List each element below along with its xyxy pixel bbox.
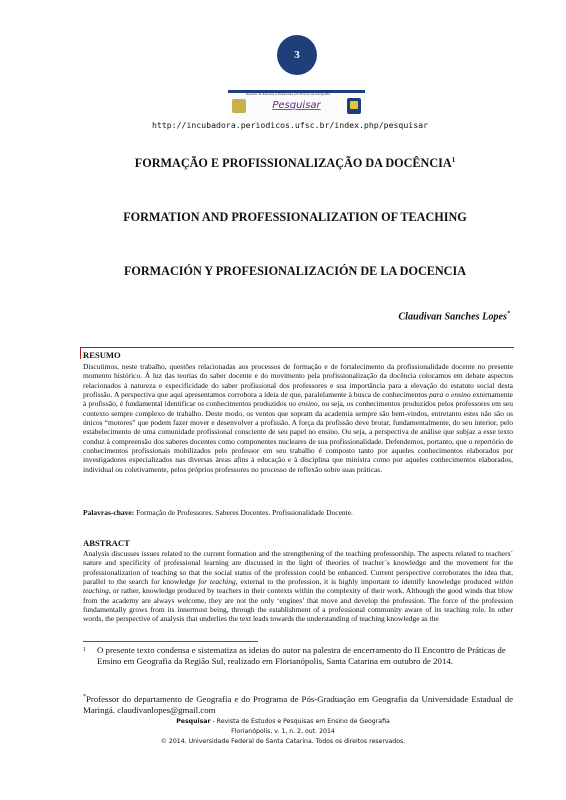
resumo-text-part: externamente à profissão, é fundamental identificar os conhecimentos produzidos [83,390,514,409]
title-footnote-mark[interactable]: 1 [451,156,456,164]
keywords [83,508,513,517]
abstract-text-part: , external to the profession, it is highly important to identify knowledge produced [235,577,495,587]
journal-logo [228,90,365,119]
abstract-heading: ABSTRACT [83,538,130,548]
journal-url[interactable]: http://incubadora.periodicos.ufsc.br/index.php/pesquisar [151,120,429,130]
footnote-author-mark: * [83,694,86,700]
title-portuguese-text: FORMAÇÃO E PROFISSIONALIZAÇÃO DA DOCÊNCIA [134,156,452,171]
page-number-badge [277,35,317,75]
resumo-italic: no ensino [288,399,318,409]
footer-journal-desc: - Revista de Estudos e Pesquisas em Ensino de Geografia [210,718,390,725]
author-footnote-mark[interactable]: * [507,311,510,317]
logo-tagline: Revista de Estudos e Pesquisas em Ensino de Geografia [246,92,330,96]
abstract-italic: for teaching [198,577,236,587]
resumo-text-part: , ou seja, os conhecimentos produzidos pelos professores em seu contexto sempre complexo de trabalho. Deste modo, os ventos que sopram da academia sempre são bem-vindos, entretanto estes não são os únicos “motores” que podem fazer mover e desenvolver a profissão. A força da profissão deve brotar, fundamentalmente, do seu interior, pelo estabelecimento de uma comunidade profissional consciente de seu papel no ensino. Ou seja, a perspectiva de análise que subjaz a esse texto conduz à compreensão dos saberes docentes como componentes nucleares de sua profissionalidade. Defendemos, portanto, que o repertório de conhecimentos profissionais mobilizados pelo professor em seu trabalho é composto tanto por aqueles conhecimentos elaborados por investigadores especializados nas diversas áreas afins à educação e à disciplina que ministra como por aqueles conhecimentos elaborados, individual ou coletivamente, pelos próprios professores no processo de reflexão sobre suas práticas. [83,399,513,474]
resumo-side-rule [80,347,81,359]
author-name: Claudivan Sanches Lopes [398,311,507,323]
resumo-text [83,362,513,474]
resumo-text-part: Discutimos, neste trabalho, questões relacionadas aos processos de formação e de fortalecimento da profissionalidade docente no presente momento histórico. À luz das teorias do saber docente e do movimento pela profissionalização da docência colocamos em debate aspectos relacionados à natureza e especificidade do saber profissional dos professores e sua importância para a elevação do estatuto social desta profissão. A perspectiva que aqui apresentamos corrobora a ideia de que, paralelamente à busca de conhecimentos [83,362,513,400]
abstract-italic: within teaching [83,577,513,596]
abstract-text-part: , or rather, knowledge produced by teachers in their contexts within the complexity of their work. Although the good winds that blow from the academy are always welcome, they are not the only ‘engines’ that move and develop the profession. The force of the profession fundamentally grows from its innermost being, through the establishment of a professional community aware of its teaching role. In other words, the perspective of analysis that underlies the text leads towards the understanding of teaching knowledge as the [83,586,513,624]
author [398,311,510,322]
abstract-text [83,549,513,624]
keywords-text: Formação de Professores. Saberes Docentes. Profissionalidade Docente. [134,508,353,517]
ufsc-seal-icon [347,98,361,114]
resumo-italic: para o ensino [429,390,471,400]
page-number: 3 [294,49,300,61]
footnote-1-text: O presente texto condensa e sistematiza as ideias do autor na palestra de encerramento do II Encontro de Práticas de Ensino em Geografia da Região Sul, realizado em Florianópolis, Santa Catarina em outubro de 2014. [97,645,506,667]
footnote-author-text: Professor do departamento de Geografia e do Programa de Pós-Graduação em Geografia da Universidade Estadual de Maringá. claudivanlopes@gmail.com [83,693,513,716]
footer-issue: Florianópolis, v. 1, n. 2, out. 2014 [231,728,335,735]
title-portuguese [0,156,566,171]
logo-name: Pesquisar [272,99,321,111]
title-english: FORMATION AND PROFESSIONALIZATION OF TEACHING [123,210,467,224]
abstract-text-part: Analysis discusses issues related to the current formation and the strengthening of the teaching professorship. The aspects related to teachers´ nature and specificity of professional learning are discussed in the light of theories of teacher´s knowledge and the movement for the professionalization of teaching so that the social status of the profession could be enhanced. Current perspective corroborates the idea that, parallel to the search for knowledge [83,549,513,587]
footnote-divider [83,641,258,642]
keywords-label: Palavras-chave: [83,508,135,517]
footer-copyright: © 2014. Universidade Federal de Santa Catarina. Todos os direitos reservados. [160,738,406,745]
footnote-author [83,692,513,716]
footnote-1 [83,645,513,667]
university-seal-icon [232,99,246,113]
footnote-1-mark: 1 [83,647,86,653]
resumo-rule [80,347,514,348]
title-spanish: FORMACIÓN Y PROFESIONALIZACIÓN DE LA DOCENCIA [123,264,467,278]
footer-journal-name: Pesquisar [176,718,211,725]
resumo-heading: RESUMO [83,350,121,360]
footer-journal [0,718,566,725]
